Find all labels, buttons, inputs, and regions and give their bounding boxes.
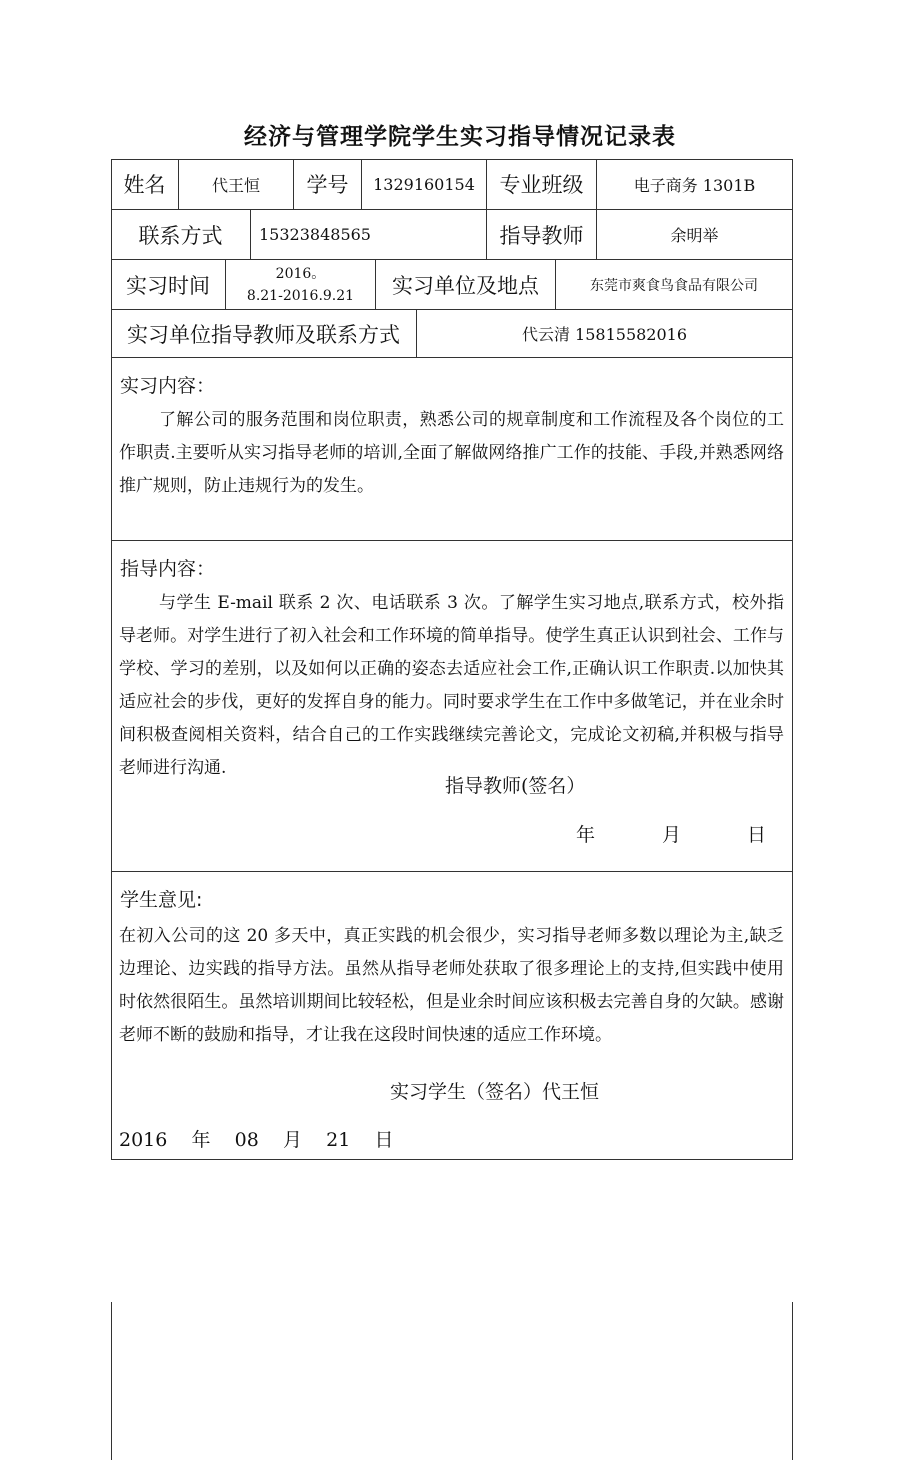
contact-label: 联系方式 xyxy=(111,210,251,259)
mentor-label: 实习单位指导教师及联系方式 xyxy=(111,310,417,357)
time-value-line2: 8.21-2016.9.21 xyxy=(246,287,355,304)
name-value: 代王恒 xyxy=(179,159,294,209)
guidance-date-day: 日 xyxy=(747,824,767,846)
class-value: 电子商务 1301B xyxy=(633,175,756,195)
unit-value: 东莞市爽食鸟食品有限公司 xyxy=(590,277,758,294)
name-label: 姓名 xyxy=(111,159,179,209)
form-title: 经济与管理学院学生实习指导情况记录表 xyxy=(244,124,676,150)
student-id-value: 1329160154 xyxy=(362,159,487,209)
student-id-label: 学号 xyxy=(294,159,362,209)
guidance-date-month: 月 xyxy=(662,824,682,846)
content-text: 了解公司的服务范围和岗位职责，熟悉公司的规章制度和工作流程及各个岗位的工作职责.主要听从实习指导老师的培训,全面了解做网络推广工作的技能、手段,并熟悉网络推广规则，防止违规行为的发生。 xyxy=(119,410,784,496)
contact-value xyxy=(251,210,487,259)
student-signature: 实习学生（签名）代王恒 xyxy=(390,1081,600,1103)
teacher-label: 指导教师 xyxy=(487,210,597,259)
class-label: 专业班级 xyxy=(487,159,597,209)
student-heading: 学生意见: xyxy=(120,889,203,911)
student-date: 2016 年 08 月 21 日 xyxy=(119,1129,394,1151)
mentor-value: 代云清 15815582016 xyxy=(521,325,688,344)
row-basic-info xyxy=(111,159,792,209)
row-mentor xyxy=(111,309,792,357)
guidance-signature: 指导教师(签名） xyxy=(445,775,586,797)
time-value-line1: 2016。 xyxy=(275,265,326,282)
time-value xyxy=(226,260,376,309)
content-heading: 实习内容： xyxy=(120,375,216,397)
row-internship-time xyxy=(111,259,792,309)
page-cover xyxy=(0,1160,920,1302)
unit-label: 实习单位及地点 xyxy=(376,260,556,309)
guidance-heading: 指导内容： xyxy=(120,558,216,580)
student-text: 在初入公司的这 20 多天中，真正实践的机会很少，实习指导老师多数以理论为主,缺乏边理论、边实践的指导方法。虽然从指导老师处获取了很多理论上的支持,但实践中使用时依然很陌生。虽然培训期间比较轻松，但是业余时间应该积极去完善自身的欠缺。感谢老师不断的鼓励和指导，才让我在这段时间快速的适应工作环境。 xyxy=(119,926,784,1045)
contact-phone: 15323848565 xyxy=(259,225,371,244)
teacher-value: 余明举 xyxy=(670,226,719,245)
guidance-text: 与学生 E-mail 联系 2 次、电话联系 3 次。了解学生实习地点,联系方式，校外指导老师。对学生进行了初入社会和工作环境的简单指导。使学生真正认识到社会、工作与学校、学习的差别，以及如何以正确的姿态去适应社会工作,正确认识工作职责.以加快其适应社会的步伐，更好的发挥自身的能力。同时要求学生在工作中多做笔记，并在业余时间积极查阅相关资料，结合自己的工作实践继续完善论文，完成论文初稿,并积极与指导老师进行沟通. xyxy=(119,593,784,778)
section-guidance-content xyxy=(111,540,792,871)
section-internship-content xyxy=(111,357,792,540)
row-contact xyxy=(111,209,792,259)
guidance-date-year: 年 xyxy=(576,824,596,846)
time-label: 实习时间 xyxy=(111,260,226,309)
